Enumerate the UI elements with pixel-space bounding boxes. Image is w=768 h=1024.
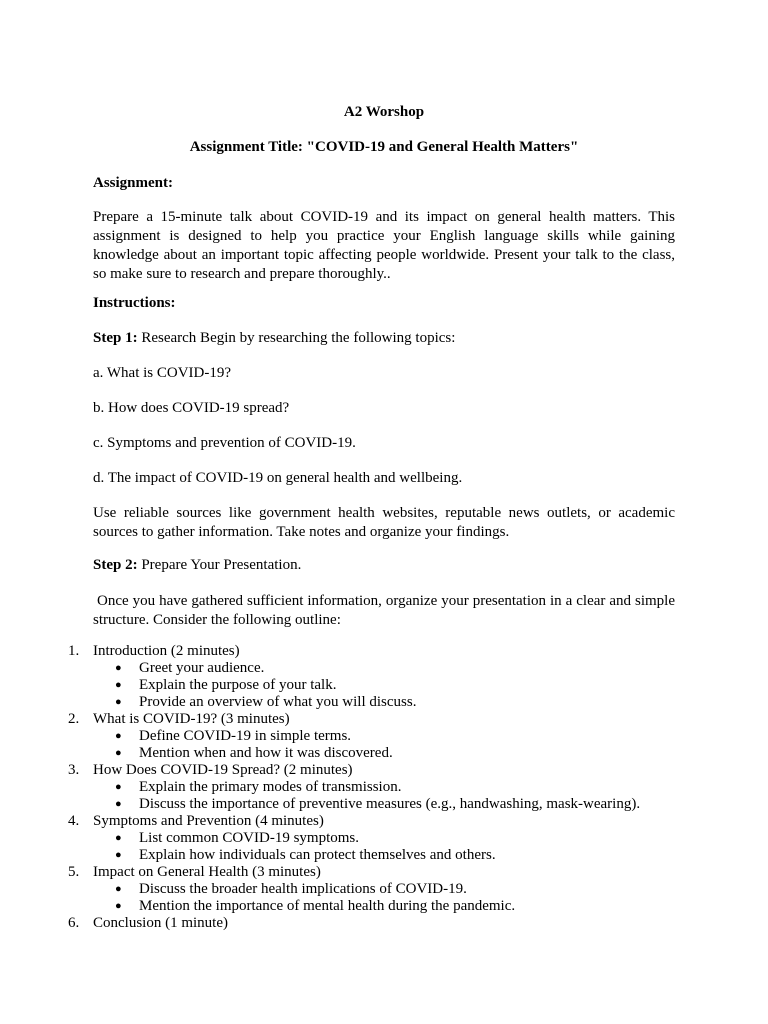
- bullet-icon: ●: [115, 662, 122, 674]
- outline-label: Symptoms and Prevention (4 minutes): [93, 813, 324, 829]
- step2-body: Once you have gathered sufficient information, organize your presentation in a clear and simple structure. Consider the following outline:: [93, 593, 679, 628]
- bullet-icon: ●: [115, 900, 122, 912]
- outline-number: 2.: [68, 711, 80, 727]
- sources-paragraph: Use reliable sources like government health websites, reputable news outlets, or academic sources to gather information. Take notes and organize your findings.: [93, 505, 675, 540]
- bullet-icon: ●: [115, 696, 122, 708]
- outline-item: [0, 643, 768, 711]
- outline-label: How Does COVID-19 Spread? (2 minutes): [93, 762, 353, 778]
- outline-subitem: [0, 660, 768, 677]
- outline-subitem-text: Explain how individuals can protect themselves and others.: [139, 847, 496, 863]
- outline-subitem: [0, 745, 768, 762]
- outline-label: Impact on General Health (3 minutes): [93, 864, 321, 880]
- outline-item: [0, 864, 768, 915]
- bullet-icon: ●: [115, 798, 122, 810]
- outline-heading: [0, 711, 768, 728]
- outline-item: [0, 762, 768, 813]
- outline-heading: [0, 813, 768, 830]
- outline-subitem: [0, 728, 768, 745]
- step1-line: [93, 329, 675, 348]
- outline-subitem-text: Define COVID-19 in simple terms.: [139, 728, 352, 744]
- outline-subitem-text: Discuss the broader health implications of COVID-19.: [139, 881, 467, 897]
- bullet-icon: ●: [115, 730, 122, 742]
- document-title: A2 Worshop: [343, 104, 425, 120]
- outline-label: Introduction (2 minutes): [93, 643, 240, 659]
- outline-subitem: [0, 881, 768, 898]
- outline-item: [0, 813, 768, 864]
- outline-heading: [0, 915, 768, 932]
- outline-subitem: [0, 830, 768, 847]
- presentation-outline: [0, 643, 768, 932]
- outline-number: 4.: [68, 813, 80, 829]
- outline-subitem: [0, 779, 768, 796]
- topic-c: c. Symptoms and prevention of COVID-19.: [93, 435, 356, 451]
- step2-text: Prepare Your Presentation.: [137, 557, 302, 573]
- outline-subitem: [0, 898, 768, 915]
- outline-number: 6.: [68, 915, 80, 931]
- topic-b: b. How does COVID-19 spread?: [93, 400, 290, 416]
- bullet-icon: ●: [115, 849, 122, 861]
- assignment-title: Assignment Title: "COVID-19 and General Health Matters": [189, 139, 579, 155]
- outline-subitem: [0, 677, 768, 694]
- topic-a: a. What is COVID-19?: [93, 365, 232, 381]
- outline-subitem-text: Mention the importance of mental health during the pandemic.: [139, 898, 516, 914]
- step2-label: Step 2:: [93, 557, 138, 573]
- outline-label: Conclusion (1 minute): [93, 915, 228, 931]
- outline-subitem-text: Explain the purpose of your talk.: [139, 677, 337, 693]
- outline-subitem: [0, 694, 768, 711]
- outline-number: 1.: [68, 643, 80, 659]
- outline-heading: [0, 643, 768, 660]
- bullet-icon: ●: [115, 832, 122, 844]
- bullet-icon: ●: [115, 679, 122, 691]
- outline-subitem-text: Provide an overview of what you will discuss.: [139, 694, 417, 710]
- instructions-heading: Instructions:: [93, 295, 176, 311]
- outline-subitem: [0, 847, 768, 864]
- step2-line: [93, 556, 675, 575]
- outline-subitem-text: List common COVID-19 symptoms.: [139, 830, 359, 846]
- outline-number: 5.: [68, 864, 80, 880]
- outline-subitem-text: Greet your audience.: [139, 660, 265, 676]
- outline-item: [0, 915, 768, 932]
- bullet-icon: ●: [115, 747, 122, 759]
- assignment-body: Prepare a 15-minute talk about COVID-19 and its impact on general health matters. This assignment is designed to help you practice your English language skills while gaining knowledge about an important topic affecting people worldwide. Present your talk to the class, so make sure to research and prepare thoroughly..: [93, 209, 675, 282]
- outline-subitem-text: Mention when and how it was discovered.: [139, 745, 393, 761]
- bullet-icon: ●: [115, 883, 122, 895]
- step1-text: Research Begin by researching the following topics:: [137, 330, 456, 346]
- outline-subitem-text: Discuss the importance of preventive measures (e.g., handwashing, mask-wearing).: [139, 796, 641, 812]
- outline-subitem: [0, 796, 768, 813]
- outline-heading: [0, 864, 768, 881]
- outline-subitem-text: Explain the primary modes of transmission.: [139, 779, 402, 795]
- topic-d: d. The impact of COVID-19 on general health and wellbeing.: [93, 470, 463, 486]
- assignment-heading: Assignment:: [93, 175, 174, 191]
- step1-label: Step 1:: [93, 330, 138, 346]
- bullet-icon: ●: [115, 781, 122, 793]
- outline-item: [0, 711, 768, 762]
- outline-number: 3.: [68, 762, 80, 778]
- outline-heading: [0, 762, 768, 779]
- outline-label: What is COVID-19? (3 minutes): [93, 711, 290, 727]
